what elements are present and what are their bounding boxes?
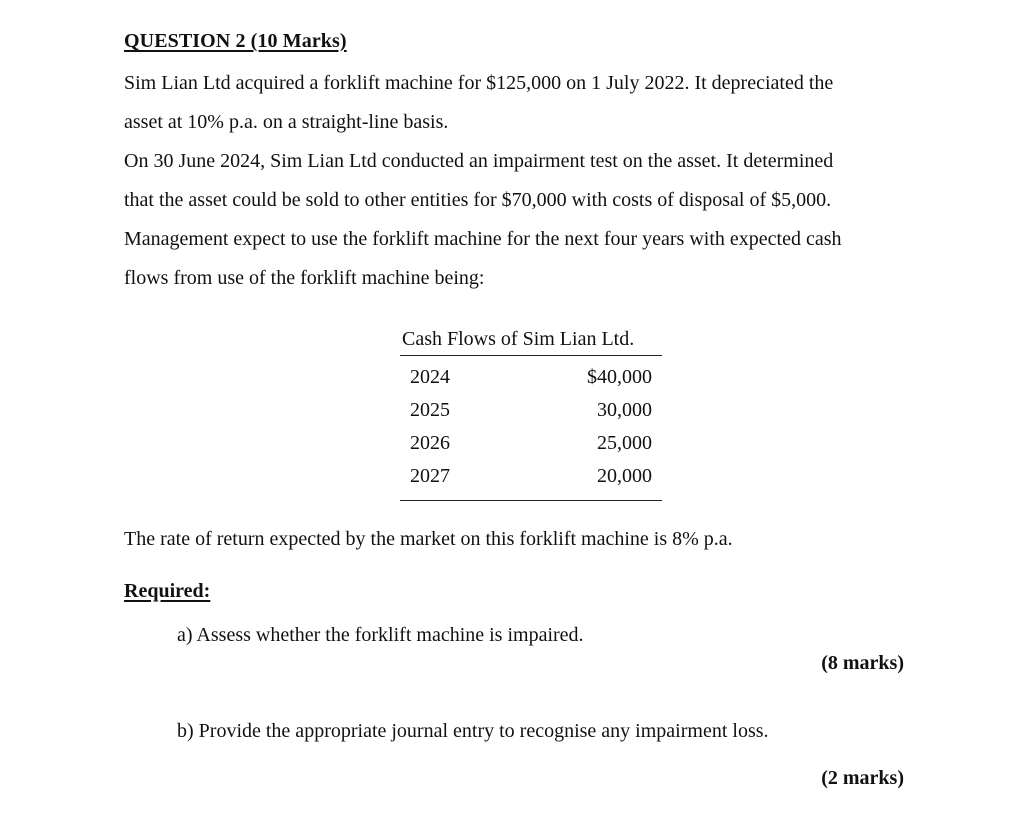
- paragraph-line: asset at 10% p.a. on a straight-line basis.: [124, 111, 449, 133]
- table-row: [400, 432, 662, 465]
- year-cell: 2026: [410, 432, 450, 454]
- amount-cell: 20,000: [597, 465, 652, 487]
- paragraph-impairment-test: [124, 142, 944, 298]
- year-cell: 2027: [410, 465, 450, 487]
- amount-cell: 25,000: [597, 432, 652, 454]
- paragraph-line: On 30 June 2024, Sim Lian Ltd conducted an impairment test on the asset. It determined: [124, 150, 834, 172]
- question-heading: QUESTION 2 (10 Marks): [124, 30, 347, 52]
- amount-cell: $40,000: [587, 366, 652, 388]
- table-row: [400, 366, 662, 399]
- marks-item-b: (2 marks): [821, 767, 904, 789]
- table-row: [400, 399, 662, 432]
- table-row: [400, 465, 662, 498]
- required-item-a: a) Assess whether the forklift machine is impaired.: [177, 624, 584, 646]
- marks-item-a: (8 marks): [821, 652, 904, 674]
- year-cell: 2024: [410, 366, 450, 388]
- paragraph-line: Sim Lian Ltd acquired a forklift machine for $125,000 on 1 July 2022. It depreciated the: [124, 72, 834, 94]
- paragraph-line: Management expect to use the forklift machine for the next four years with expected cash: [124, 228, 842, 250]
- table-top-rule: [400, 355, 662, 356]
- paragraph-line: that the asset could be sold to other entities for $70,000 with costs of disposal of $5,000.: [124, 189, 832, 211]
- rate-statement: The rate of return expected by the market on this forklift machine is 8% p.a.: [124, 528, 733, 550]
- paragraph-line: flows from use of the forklift machine being:: [124, 267, 485, 289]
- amount-cell: 30,000: [597, 399, 652, 421]
- table-bottom-rule: [400, 500, 662, 501]
- paragraph-acquisition: [124, 64, 944, 142]
- year-cell: 2025: [410, 399, 450, 421]
- required-item-b: b) Provide the appropriate journal entry to recognise any impairment loss.: [177, 720, 769, 742]
- cash-flow-table-title: Cash Flows of Sim Lian Ltd.: [402, 328, 635, 350]
- required-heading: Required:: [124, 580, 211, 602]
